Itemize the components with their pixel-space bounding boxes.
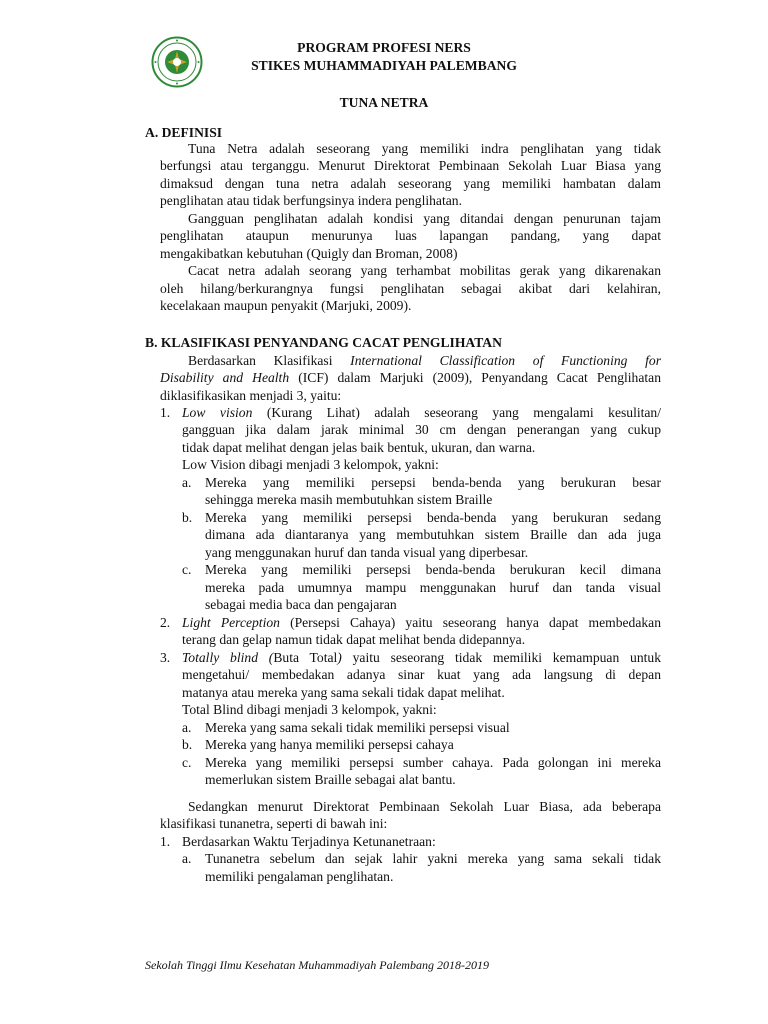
- sub-item-line: Mereka yang sama sekali tidak memiliki persepsi visual: [205, 720, 510, 735]
- definisi-line: Tuna Netra adalah seseorang yang memiliki indra penglihatan yang tidak: [188, 141, 661, 156]
- header-line-2: STIKES MUHAMMADIYAH PALEMBANG: [251, 58, 517, 73]
- definisi-line: penglihatan atau tidak berfungsinya indera penglihatan.: [160, 193, 462, 208]
- definisi-line: penglihatan ataupun menurunya luas lapangan pandang, yang dapat: [160, 228, 661, 243]
- definisi-line: kecelakaan maupun penyakit (Marjuki, 2009).: [160, 298, 412, 313]
- page-footer: Sekolah Tinggi Ilmu Kesehatan Muhammadiyah Palembang 2018-2019: [145, 958, 489, 972]
- list-number: 2.: [160, 615, 171, 630]
- sub-item-line: memerlukan sistem Braille sebagai alat bantu.: [205, 772, 456, 787]
- direktorat-line: Tunanetra sebelum dan sejak lahir yakni mereka yang sama sekali tidak: [205, 851, 661, 866]
- list-number: 1.: [160, 405, 171, 420]
- list-letter: b.: [182, 737, 193, 752]
- list-letter: a.: [182, 851, 192, 866]
- sub-item-line: Mereka yang memiliki persepsi sumber cahaya. Pada golongan ini mereka: [205, 755, 661, 770]
- klasifikasi-intro-line: Disability and Health (ICF) dalam Marjuki (2009), Penyandang Cacat Penglihatan: [160, 370, 661, 385]
- list-letter: c.: [182, 562, 192, 577]
- sub-item-line: Mereka yang hanya memiliki persepsi cahaya: [205, 737, 454, 752]
- definisi-line: oleh hilang/berkurangnya fungsi penglihatan sebagai akibat dari kelahiran,: [160, 281, 661, 296]
- sub-item-line: dimana ada diantaranya yang membutuhkan sistem Braille dan ada juga: [205, 527, 661, 542]
- sub-item-line: sehingga mereka masih membutuhkan sistem Braille: [205, 492, 493, 507]
- direktorat-line: Sedangkan menurut Direktorat Pembinaan Sekolah Luar Biasa, ada beberapa: [188, 799, 661, 814]
- totally-blind-line: mengetahui/ membedakan adanya sinar kuat yang ada langsung di depan: [182, 667, 661, 682]
- low-vision-line: gangguan jika dalam jarak minimal 30 cm dengan penerangan yang cukup: [182, 422, 661, 437]
- document-title: TUNA NETRA: [339, 95, 429, 110]
- light-perception-line: Light Perception (Persepsi Cahaya) yaitu seseorang hanya dapat membedakan: [182, 615, 661, 630]
- sub-item-line: yang menggunakan huruf dan tanda visual yang diperbesar.: [205, 545, 529, 560]
- direktorat-line: Berdasarkan Waktu Terjadinya Ketunanetraan:: [182, 834, 436, 849]
- list-letter: c.: [182, 755, 192, 770]
- light-perception-line: terang dan gelap namun tidak dapat melihat benda didepannya.: [182, 632, 526, 647]
- section-b-heading: B. KLASIFIKASI PENYANDANG CACAT PENGLIHATAN: [145, 335, 502, 350]
- totally-blind-line: Totally blind (Buta Total) yaitu seseorang tidak memiliki kemampuan untuk: [182, 650, 661, 665]
- sub-item-line: Mereka yang memiliki persepsi benda-benda yang berukuran besar: [205, 475, 661, 490]
- totally-blind-line: Total Blind dibagi menjadi 3 kelompok, yakni:: [182, 702, 437, 717]
- list-letter: a.: [182, 475, 192, 490]
- sub-item-line: sebagai media baca dan pengajaran: [205, 597, 397, 612]
- list-letter: a.: [182, 720, 192, 735]
- list-number: 3.: [160, 650, 171, 665]
- definisi-line: dimaksud dengan tuna netra adalah seseorang yang memiliki hambatan dalam: [160, 176, 661, 191]
- header-line-1: PROGRAM PROFESI NERS: [297, 40, 471, 55]
- klasifikasi-intro-line: Berdasarkan Klasifikasi International Classification of Functioning for: [188, 353, 661, 368]
- totally-blind-line: matanya atau mereka yang sama sekali tidak dapat melihat.: [182, 685, 505, 700]
- low-vision-line: Low Vision dibagi menjadi 3 kelompok, yakni:: [182, 457, 439, 472]
- low-vision-line: Low vision (Kurang Lihat) adalah seseorang yang mengalami kesulitan/: [182, 405, 662, 420]
- definisi-line: berfungsi atau terganggu. Menurut Direktorat Pembinaan Sekolah Luar Biasa yang: [160, 158, 661, 173]
- low-vision-line: tidak dapat melihat dengan jelas baik bentuk, ukuran, dan warna.: [182, 440, 536, 455]
- sub-item-line: Mereka yang memiliki persepsi benda-benda berukuran kecil dimana: [205, 562, 661, 577]
- definisi-line: Cacat netra adalah seorang yang terhambat mobilitas gerak yang dikarenakan: [188, 263, 661, 278]
- list-letter: b.: [182, 510, 193, 525]
- sub-item-line: Mereka yang memiliki persepsi benda-benda yang berukuran sedang: [205, 510, 661, 525]
- klasifikasi-intro-line: diklasifikasikan menjadi 3, yaitu:: [160, 388, 342, 403]
- direktorat-line: memiliki pengalaman penglihatan.: [205, 869, 394, 884]
- sub-item-line: mereka pada umumnya mampu menggunakan huruf dan tanda visual: [205, 580, 661, 595]
- direktorat-line: klasifikasi tunanetra, seperti di bawah ini:: [160, 816, 388, 831]
- definisi-line: Gangguan penglihatan adalah kondisi yang ditandai dengan penurunan tajam: [188, 211, 661, 226]
- section-a-heading: A. DEFINISI: [145, 125, 223, 140]
- list-number: 1.: [160, 834, 171, 849]
- definisi-line: mengakibatkan kebutuhan (Quigly dan Broman, 2008): [160, 246, 458, 261]
